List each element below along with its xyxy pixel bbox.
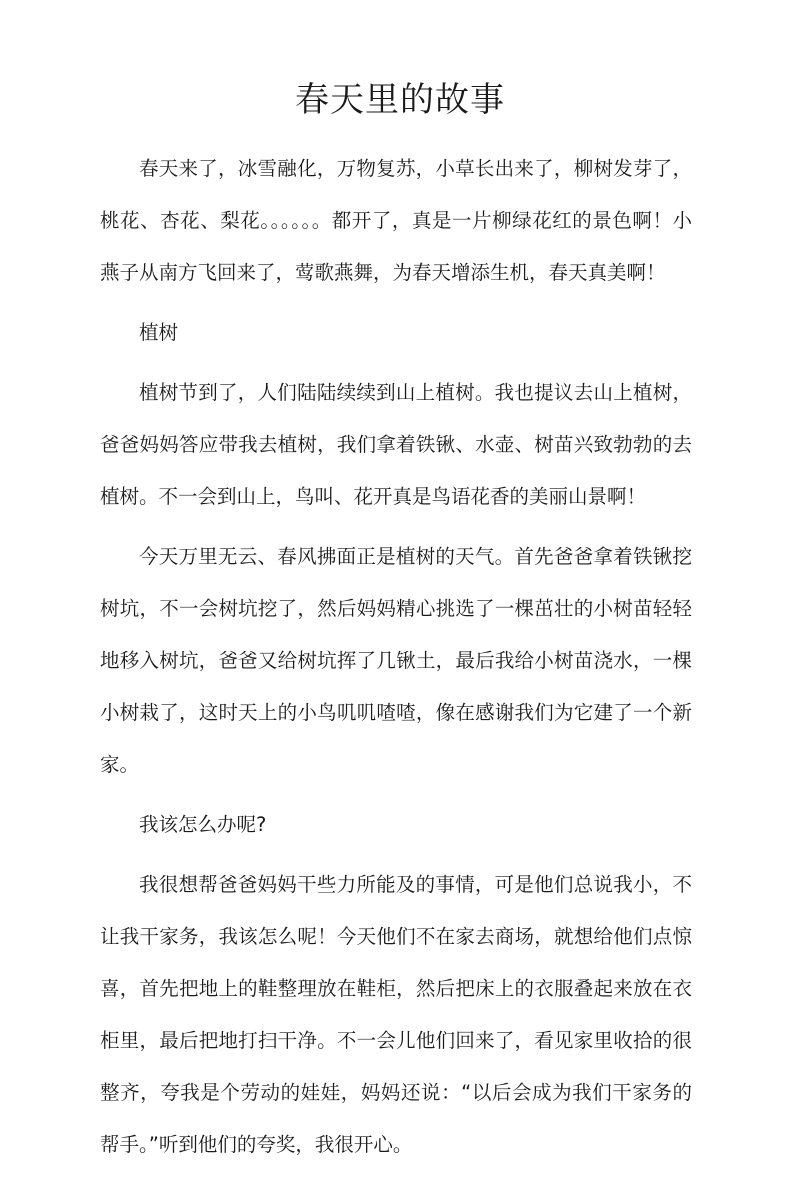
document-body [100,143,692,1179]
paragraph-planting-process: 今天万里无云、春风拂面正是植树的天气。首先爸爸拿着铁锹挖树坑，不一会树坑挖了，然后妈妈精心挑选了一棵茁壮的小树苗轻轻地移入树坑，爸爸又给树坑挥了几锹土，最后我给小树苗浇水，一棵小树栽了，这时天上的小鸟叽叽喳喳，像在感谢我们为它建了一个新家。 [100,545,692,776]
paragraph-spring: 春天来了，冰雪融化，万物复苏，小草长出来了，柳树发芽了，桃花、杏花、梨花。。。。。。都开了，真是一片柳绿花红的景色啊！小燕子从南方飞回来了，莺歌燕舞，为春天增添生机，春天真美啊！ [100,157,692,284]
paragraph-planting-day: 植树节到了，人们陆陆续续到山上植树。我也提议去山上植树，爸爸妈妈答应带我去植树，我们拿着铁锹、水壶、树苗兴致勃勃的去植树。不一会到山上，鸟叫、花开真是鸟语花香的美丽山景啊！ [100,381,692,508]
document-title: 春天里的故事 [295,80,505,120]
section-heading-planting: 植树 [139,321,179,344]
section-heading-what-to-do: 我该怎么办呢? [139,813,267,836]
paragraph-housework: 我很想帮爸爸妈妈干些力所能及的事情，可是他们总说我小，不让我干家务，我该怎么呢！今天他们不在家去商场，就想给他们点惊喜，首先把地上的鞋整理放在鞋柜，然后把床上的衣服叠起来放在衣柜里，最后把地打扫干净。不一会儿他们回来了，看见家里收拾的很整齐，夸我是个劳动的娃娃，妈妈还说：“以后会成为我们干家务的帮手。”听到他们的夸奖，我很开心。 [100,873,692,1156]
